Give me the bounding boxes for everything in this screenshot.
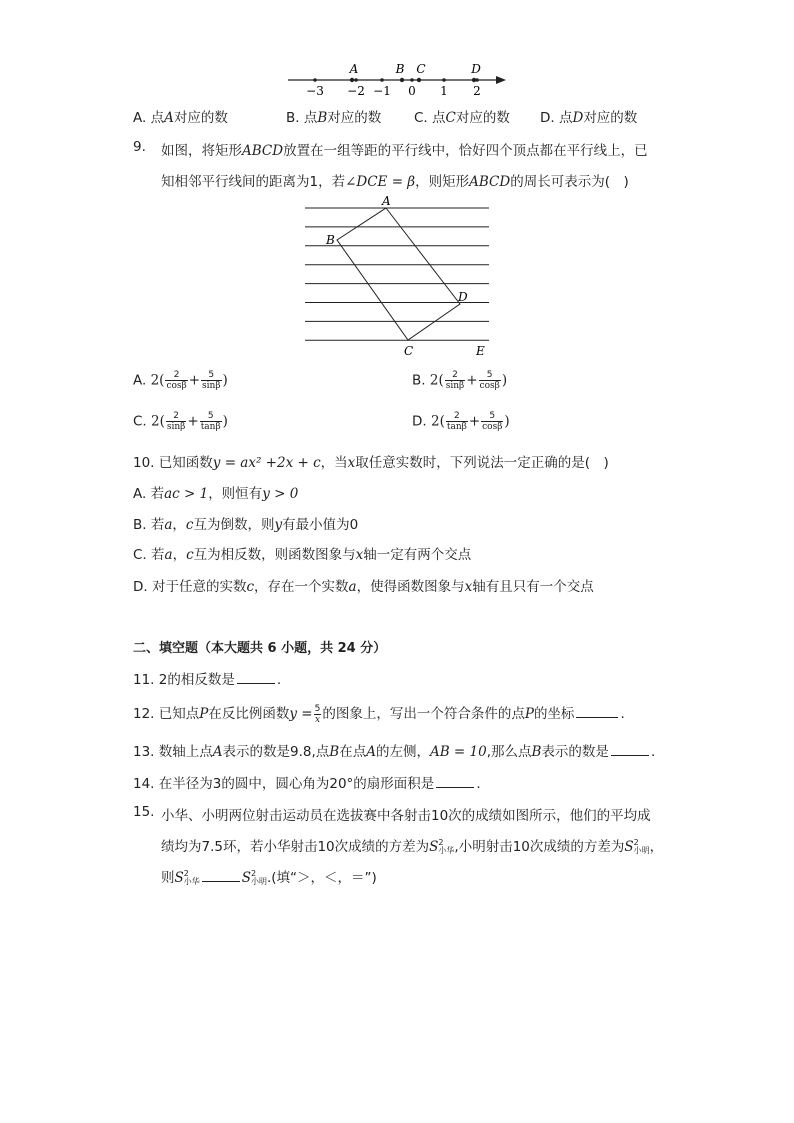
- stem-end: .: [620, 706, 625, 722]
- answer-blank[interactable]: [237, 671, 275, 684]
- stem-math: ∠DCE = β: [345, 174, 416, 190]
- option-coef: 2(: [150, 372, 165, 389]
- option-text: 若: [150, 486, 165, 502]
- frac-num: 2: [445, 370, 466, 381]
- answer-blank[interactable]: [436, 775, 474, 788]
- question-number: 14.: [133, 776, 155, 792]
- option-text: 轴一定有两个交点: [363, 547, 472, 563]
- stem-text: 如图，将矩形: [161, 143, 242, 159]
- stem-end: .: [650, 744, 656, 760]
- fraction: [200, 411, 222, 432]
- stem-text: 的周长可表示为( ): [510, 174, 629, 190]
- answer-blank[interactable]: [576, 705, 618, 718]
- q9-option-d: [412, 411, 510, 432]
- point-label-b: B: [395, 62, 405, 76]
- variance-s: S: [174, 870, 184, 886]
- option-math: c: [185, 517, 194, 533]
- question-number: 13.: [133, 744, 155, 760]
- option-var: B: [317, 110, 328, 126]
- stem-text: 的左侧，: [375, 744, 430, 760]
- tick-label: 1: [440, 84, 448, 98]
- answer-blank[interactable]: [611, 743, 649, 756]
- label-c: C: [404, 344, 414, 358]
- q8-option-c: [414, 106, 510, 126]
- option-coef: 2(: [430, 413, 445, 430]
- stem-text: 在点: [339, 744, 367, 760]
- label-b: B: [326, 233, 335, 247]
- stem-math: AB = 10: [429, 744, 487, 760]
- frac-num: 5: [479, 370, 501, 381]
- stem-var: ABCD: [242, 143, 284, 159]
- q9-option-b: [412, 370, 507, 391]
- stem-text: 表示的数是9.8,点: [222, 744, 330, 760]
- option-key: B.: [133, 517, 147, 533]
- frac-num: 5: [481, 411, 503, 422]
- rectangle-parallel-lines-figure: [300, 192, 500, 362]
- stem-text: 表示的数是: [541, 744, 609, 760]
- variance-script: [184, 870, 200, 886]
- option-key: A.: [133, 110, 147, 126]
- stem-text: 已知点: [158, 706, 200, 722]
- stem-text: 知相邻平行线间的距离为1，若: [161, 174, 346, 190]
- option-op: +: [466, 372, 478, 389]
- option-coef: 2(: [151, 413, 165, 430]
- option-text: ，则恒有: [208, 486, 263, 502]
- frac-num: 5: [314, 703, 321, 714]
- option-text: ，: [172, 517, 186, 533]
- tick-label: 0: [408, 84, 416, 98]
- fraction: [479, 370, 501, 391]
- option-var: C: [445, 110, 456, 126]
- fraction: [165, 370, 187, 391]
- point-a: [350, 78, 354, 82]
- point-c: [417, 78, 421, 82]
- q14: [133, 772, 481, 792]
- q10-option-c: [133, 543, 471, 563]
- option-math: ac > 1: [164, 486, 209, 502]
- option-math: x: [464, 579, 473, 595]
- point-d: [472, 78, 476, 82]
- stem-var: x: [347, 455, 356, 471]
- q10-option-a: [133, 482, 298, 502]
- variance-script: [251, 870, 267, 886]
- stem-text: 绩均为7.5环，若小华射击10次成绩的方差为: [161, 839, 430, 855]
- option-text: 对应的数: [173, 110, 228, 126]
- stem-text: ，则矩形: [415, 174, 470, 190]
- stem-end: .: [276, 672, 282, 688]
- fraction: [201, 370, 222, 391]
- variance-script: [438, 839, 454, 855]
- tick-label: −2: [347, 84, 365, 98]
- stem-end: .: [476, 776, 481, 792]
- option-text: ，存在一个实数: [254, 579, 349, 595]
- option-text: 互为倒数，则: [193, 517, 275, 533]
- stem-var: A: [212, 744, 223, 760]
- stem-text: 的图象上，写出一个符合条件的点: [322, 706, 525, 722]
- variance-s: S: [241, 870, 251, 886]
- frac-den: sinβ: [202, 381, 221, 391]
- option-key: B.: [412, 372, 426, 389]
- frac-den: x: [314, 714, 321, 725]
- option-text: ，使得函数图象与: [356, 579, 465, 595]
- option-key: A.: [133, 372, 147, 389]
- q12: [133, 702, 625, 725]
- q15-line2: [161, 835, 663, 855]
- frac-num: 2: [166, 411, 187, 422]
- answer-blank[interactable]: [202, 869, 240, 882]
- sub: 小华: [183, 877, 200, 886]
- option-text: 互为相反数，则函数图象与: [193, 547, 356, 563]
- frac-num: 5: [200, 411, 222, 422]
- option-close: ): [222, 372, 228, 389]
- option-key: D.: [540, 110, 555, 126]
- variance-s: S: [429, 839, 439, 855]
- tick-mark: [313, 78, 317, 82]
- variance-s: S: [624, 839, 634, 855]
- option-text: 对应的数: [455, 110, 510, 126]
- q10-option-b: [133, 513, 358, 533]
- option-text: ，: [172, 547, 187, 563]
- stem-var: B: [531, 744, 542, 760]
- option-op: +: [188, 372, 201, 389]
- variance-script: [634, 839, 650, 855]
- frac-den: cosβ: [482, 422, 503, 432]
- sup: 2: [633, 838, 639, 847]
- stem-var: P: [524, 706, 534, 722]
- question-number: 10.: [133, 455, 155, 471]
- stem-text: ，当: [320, 455, 348, 471]
- frac-num: 5: [201, 370, 222, 381]
- stem-text: ,小明射击10次成绩的方差为: [454, 839, 625, 855]
- option-text: 点: [303, 110, 318, 126]
- label-e: E: [476, 344, 485, 358]
- option-text: 点: [432, 110, 446, 126]
- option-text: 对应的数: [327, 110, 382, 126]
- q10-option-d: [133, 575, 594, 595]
- fraction: [445, 370, 466, 391]
- sup: 2: [183, 869, 189, 878]
- q9-option-c: [133, 411, 228, 432]
- option-key: A.: [133, 486, 147, 502]
- question-number: 11.: [133, 672, 155, 688]
- frac-den: cosβ: [479, 381, 500, 391]
- stem-text: 则: [161, 870, 175, 886]
- q9-option-a: [133, 370, 228, 391]
- fraction: [446, 411, 468, 432]
- point-label-a: A: [349, 62, 359, 76]
- option-key: B.: [286, 110, 300, 126]
- q15-number: 15.: [133, 804, 155, 820]
- option-text: 轴有且只有一个交点: [472, 579, 594, 595]
- option-math: y: [274, 517, 283, 533]
- option-key: C.: [133, 413, 147, 430]
- stem-text: 在半径为3的圆中，圆心角为20°的扇形面积是: [158, 776, 435, 792]
- frac-den: tanβ: [200, 422, 221, 432]
- option-var: D: [572, 110, 584, 126]
- option-text: 有最小值为0: [282, 517, 359, 533]
- stem-math: y =: [289, 706, 313, 722]
- stem-text: ，: [649, 839, 664, 855]
- stem-var: A: [366, 744, 376, 760]
- option-close: ): [501, 372, 508, 389]
- stem-text: 取任意实数时，下列说法一定正确的是( ): [355, 455, 609, 471]
- sub: 小明: [251, 877, 267, 886]
- frac-num: 2: [446, 411, 468, 422]
- option-math: a: [164, 517, 173, 533]
- stem-text: 放置在一组等距的平行线中，恰好四个顶点都在平行线上，已: [283, 143, 648, 159]
- number-line-figure: [280, 58, 520, 100]
- option-math: c: [186, 547, 194, 563]
- q8-option-a: [133, 106, 228, 126]
- option-key: C.: [133, 547, 147, 563]
- label-d: D: [458, 290, 468, 304]
- tick-mark: [410, 78, 414, 82]
- label-a: A: [382, 194, 391, 208]
- fraction: [314, 704, 322, 725]
- option-coef: 2(: [429, 372, 444, 389]
- option-text: 对于任意的实数: [151, 579, 247, 595]
- q15-line1: 小华、小明两位射击运动员在选拔赛中各射击10次的成绩如图所示，他们的平均成: [161, 808, 651, 824]
- tick-label: −3: [306, 84, 324, 98]
- q15-line3: [161, 866, 377, 886]
- stem-text: 在反比例函数: [208, 706, 290, 722]
- section-title: 二、填空题（本大题共 6 小题，共 24 分）: [133, 641, 387, 656]
- q9-stem-line2: [161, 170, 629, 190]
- stem-var: B: [329, 744, 340, 760]
- frac-num: 2: [165, 370, 187, 381]
- stem-math: y = ax² +2x + c: [212, 455, 321, 471]
- stem-text: .(填“＞，＜，＝”): [267, 870, 377, 886]
- tick-label: −1: [373, 84, 391, 98]
- point-label-d: D: [471, 62, 481, 76]
- number-line-arrow: [496, 76, 506, 84]
- point-b: [400, 78, 404, 82]
- option-close: ): [222, 413, 228, 430]
- tick-label: 2: [473, 84, 481, 98]
- stem-var: P: [199, 706, 209, 722]
- option-math: c: [246, 579, 255, 595]
- option-math: a: [164, 547, 173, 563]
- option-op: +: [468, 413, 481, 430]
- fraction: [166, 411, 187, 432]
- q8-option-b: [286, 106, 381, 126]
- tick-mark: [354, 78, 358, 82]
- question-number: 12.: [133, 706, 155, 722]
- point-label-c: C: [416, 62, 426, 76]
- option-math: a: [348, 579, 357, 595]
- sup: 2: [438, 838, 444, 847]
- option-op: +: [187, 413, 199, 430]
- option-key: C.: [414, 110, 428, 126]
- frac-den: sinβ: [445, 381, 465, 391]
- option-text: 点: [150, 110, 165, 126]
- frac-den: sinβ: [166, 422, 186, 432]
- option-text: 点: [558, 110, 573, 126]
- sup: 2: [251, 869, 257, 878]
- option-text: 若: [151, 547, 165, 563]
- rectangle-abcd: [337, 208, 460, 340]
- option-text: 若: [150, 517, 165, 533]
- stem-text: 数轴上点: [158, 744, 213, 760]
- sub: 小华: [438, 846, 455, 855]
- tick-mark: [380, 78, 384, 82]
- option-var: A: [164, 110, 174, 126]
- stem-text: 2的相反数是: [158, 672, 235, 688]
- tick-mark: [442, 78, 446, 82]
- stem-var: ABCD: [469, 174, 511, 190]
- option-key: D.: [133, 579, 148, 595]
- q13: [133, 740, 655, 760]
- frac-den: cosβ: [166, 381, 187, 391]
- option-text: 对应的数: [583, 110, 638, 126]
- sub: 小明: [633, 846, 650, 855]
- stem-text: 的坐标: [533, 706, 575, 722]
- frac-den: tanβ: [446, 422, 467, 432]
- q8-option-d: [540, 106, 637, 126]
- q9-number: 9.: [133, 139, 146, 155]
- stem-text: 已知函数: [158, 455, 213, 471]
- stem-text: ,那么点: [486, 744, 532, 760]
- q11: [133, 668, 281, 688]
- q10-stem: [133, 451, 609, 471]
- option-close: ): [504, 413, 510, 430]
- option-math: y > 0: [262, 486, 299, 502]
- q9-stem-line1: [161, 139, 648, 159]
- parallel-lines: [305, 208, 489, 340]
- option-key: D.: [412, 413, 427, 430]
- fraction: [481, 411, 503, 432]
- option-math: x: [355, 547, 364, 563]
